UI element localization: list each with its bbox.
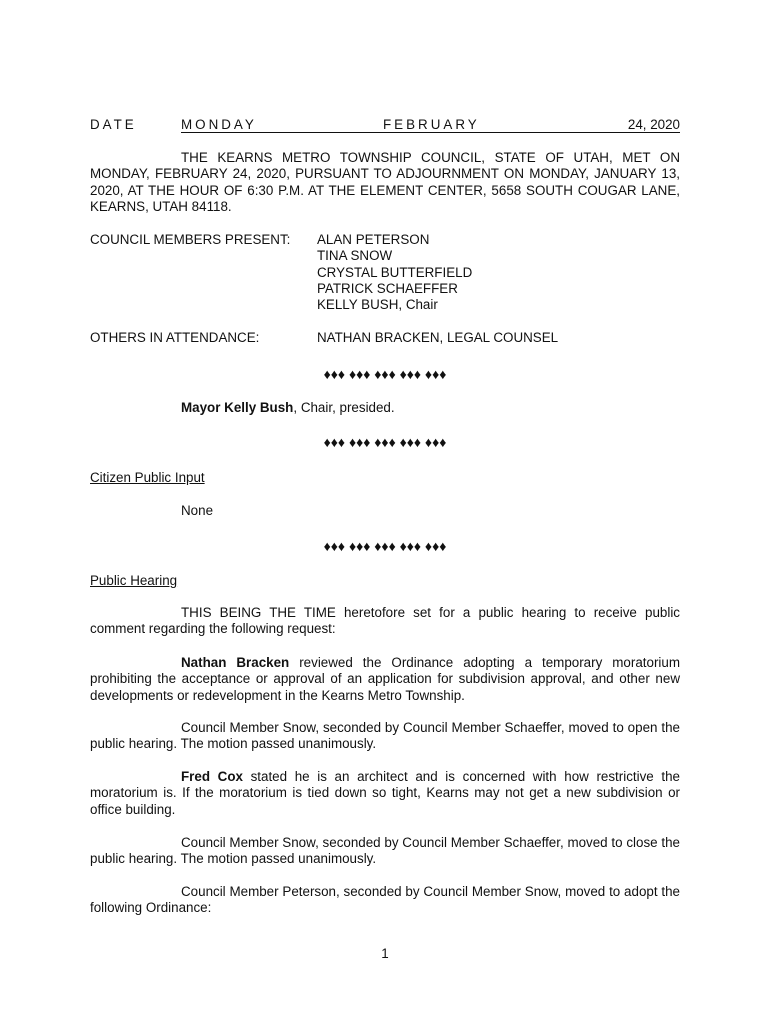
presided-line — [181, 400, 395, 416]
presiding-name: Mayor Kelly Bush — [181, 400, 294, 415]
hearing-paragraph-4 — [90, 769, 680, 818]
member-name: KELLY BUSH, Chair — [317, 297, 438, 313]
header-underline — [181, 132, 680, 133]
header-day-year: 24, 2020 — [627, 117, 680, 132]
intro-paragraph: THE KEARNS METRO TOWNSHIP COUNCIL, STATE OF UTAH, MET ON MONDAY, FEBRUARY 24, 2020, PURSUANT TO ADJOURNMENT ON MONDAY, JANUARY 13, 2020, AT THE HOUR OF 6:30 P.M. AT THE ELEMENT CENTER, 5658 SOUTH COUGAR LANE, KEARNS, UTAH 84118. — [90, 150, 680, 214]
members-label: COUNCIL MEMBERS PRESENT: — [90, 232, 291, 247]
hearing-paragraph-2 — [90, 655, 680, 704]
members-list — [317, 232, 472, 313]
speaker-name: Nathan Bracken — [181, 655, 290, 670]
member-name: CRYSTAL BUTTERFIELD — [317, 264, 473, 280]
public-hearing-heading: Public Hearing — [90, 573, 178, 588]
citizen-input-heading: Citizen Public Input — [90, 470, 205, 485]
others-label: OTHERS IN ATTENDANCE: — [90, 330, 260, 345]
section-separator: ♦♦♦ ♦♦♦ ♦♦♦ ♦♦♦ ♦♦♦ — [323, 434, 447, 450]
hearing-paragraph-5: Council Member Snow, seconded by Council Member Schaeffer, moved to close the public hearing. The motion passed unanimously. — [90, 835, 680, 867]
paragraph-text: reviewed the Ordinance adopting a temporary moratorium prohibiting the acceptance or approval of an application for subdivision approval, and other new developments or redevelopment in the Kearns Metro Township. — [90, 655, 680, 703]
member-name: TINA SNOW — [317, 248, 393, 264]
presided-text: , Chair, presided. — [293, 400, 395, 415]
speaker-name: Fred Cox — [181, 769, 243, 784]
hearing-paragraph-6: Council Member Peterson, seconded by Council Member Snow, moved to adopt the following Ordinance: — [90, 884, 680, 916]
header-day: MONDAY — [181, 117, 257, 132]
citizen-input-text: None — [181, 503, 214, 518]
header-month: FEBRUARY — [383, 117, 480, 132]
date-header — [90, 117, 680, 135]
others-names: NATHAN BRACKEN, LEGAL COUNSEL — [317, 330, 559, 345]
hearing-paragraph-3: Council Member Snow, seconded by Council Member Schaeffer, moved to open the public hearing. The motion passed unanimously. — [90, 720, 680, 752]
hearing-paragraph-1: THIS BEING THE TIME heretofore set for a public hearing to receive public comment regarding the following request: — [90, 605, 680, 637]
member-name: PATRICK SCHAEFFER — [317, 280, 458, 296]
member-name: ALAN PETERSON — [317, 232, 430, 247]
paragraph-text: stated he is an architect and is concerned with how restrictive the moratorium is. If the moratorium is tied down so tight, Kearns may not get a new subdivision or office building. — [90, 769, 680, 817]
page-number: 1 — [381, 946, 389, 961]
section-separator: ♦♦♦ ♦♦♦ ♦♦♦ ♦♦♦ ♦♦♦ — [323, 538, 447, 554]
section-separator: ♦♦♦ ♦♦♦ ♦♦♦ ♦♦♦ ♦♦♦ — [323, 366, 447, 382]
date-label: DATE — [90, 117, 137, 132]
